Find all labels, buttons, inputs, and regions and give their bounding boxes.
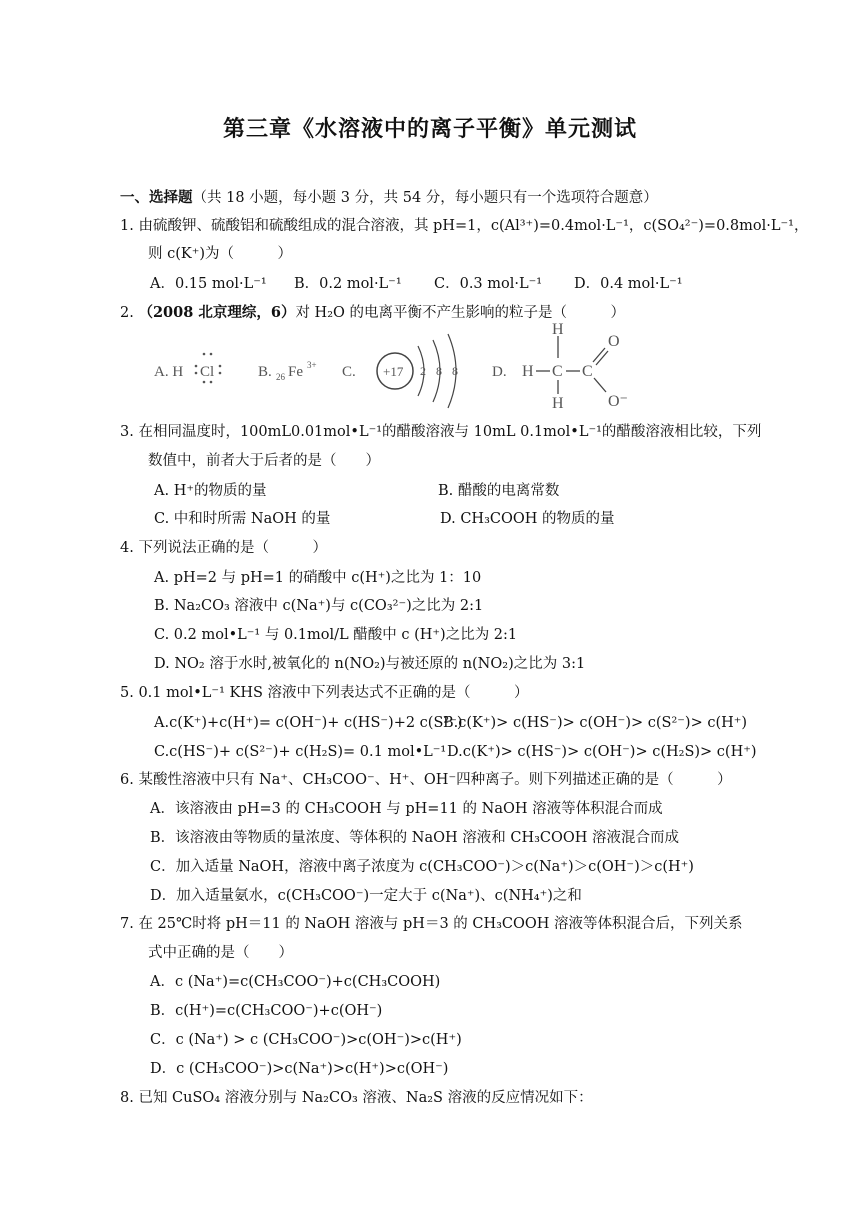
q6-option-b: B．该溶液由等物质的量浓度、等体积的 NaOH 溶液和 CH₃COOH 溶液混合而成: [150, 830, 680, 846]
q2-option-b-atomic-number: 26: [276, 372, 285, 382]
q7-option-b: B．c(H⁺)=c(CH₃COO⁻)+c(OH⁻): [150, 1003, 383, 1019]
q4-option-b: B. Na₂CO₃ 溶液中 c(Na⁺)与 c(CO₃²⁻)之比为 2:1: [154, 598, 484, 614]
q3-option-d: D. CH₃COOH 的物质的量: [440, 511, 615, 527]
q2-option-d-c-center: C: [552, 363, 563, 380]
q6-option-c: C．加入适量 NaOH，溶液中离子浓度为 c(CH₃COO⁻)＞c(Na⁺)＞c(OH⁻)＞c(H⁺): [150, 859, 694, 875]
q2-option-b-charge: 3+: [307, 360, 317, 370]
q1-option-b: B．0.2 mol·L⁻¹: [294, 276, 402, 292]
q2-bond-c-o-double-1: [593, 348, 605, 362]
q8-stem: 8. 已知 CuSO₄ 溶液分别与 Na₂CO₃ 溶液、Na₂S 溶液的反应情况如下：: [120, 1090, 593, 1106]
q2-source: （2008 北京理综，6）: [138, 304, 296, 321]
q2-option-b-fe: Fe: [288, 364, 303, 380]
section-note: （共 18 小题，每小题 3 分，共 54 分，每小题只有一个选项符合题意）: [192, 190, 658, 206]
q7-stem-line1: 7. 在 25℃时将 pH＝11 的 NaOH 溶液与 pH＝3 的 CH₃COOH 溶液等体积混合后，下列关系: [120, 916, 743, 932]
page-title: 第三章《水溶液中的离子平衡》单元测试: [222, 117, 637, 142]
q3-stem-line1: 3. 在相同温度时，100mL0.01mol•L⁻¹的醋酸溶液与 10mL 0.1mol•L⁻¹的醋酸溶液相比较，下列: [120, 424, 762, 440]
q2-option-a-cl: Cl: [200, 364, 215, 380]
q7-stem-line2: 式中正确的是（ ）: [148, 945, 293, 961]
q2-option-c-nucleus: +17: [383, 364, 404, 379]
q2-bond-c-o-double-2: [596, 351, 608, 365]
q2-structures-figure: [150, 318, 670, 410]
q2-stem-text: 对 H₂O 的电离平衡不产生影响的粒子是（ ）: [295, 305, 626, 321]
q5-option-b: B.c(K⁺)> c(HS⁻)> c(OH⁻)> c(S²⁻)> c(H⁺): [443, 715, 748, 731]
q3-option-c: C. 中和时所需 NaOH 的量: [154, 511, 331, 527]
q7-option-d: D．c (CH₃COO⁻)>c(Na⁺)>c(H⁺)>c(OH⁻): [150, 1061, 449, 1077]
q5-stem: 5. 0.1 mol•L⁻¹ KHS 溶液中下列表达式不正确的是（ ）: [120, 685, 529, 701]
q2-option-d-o-minus: O⁻: [608, 393, 628, 410]
q6-option-d: D．加入适量氨水，c(CH₃COO⁻)一定大于 c(Na⁺)、c(NH₄⁺)之和: [150, 888, 582, 904]
section-heading: [120, 188, 658, 208]
q3-option-a: A. H⁺的物质的量: [154, 483, 267, 499]
q5-option-c: C.c(HS⁻)+ c(S²⁻)+ c(H₂S)= 0.1 mol•L⁻¹: [154, 744, 447, 760]
q3-stem-line2: 数值中，前者大于后者的是（ ）: [148, 453, 380, 469]
q4-stem: 4. 下列说法正确的是（ ）: [120, 540, 327, 556]
q2-option-c-label: C.: [342, 364, 356, 380]
q2-option-b-label: B.: [258, 364, 272, 380]
q3-option-b: B. 醋酸的电离常数: [438, 483, 560, 499]
q2-bond-c-o-single: [594, 378, 606, 392]
q2-option-d-c-carboxyl: C: [582, 363, 593, 380]
q1-option-d: D．0.4 mol·L⁻¹: [574, 276, 683, 292]
q2-option-d-label: D.: [492, 364, 507, 380]
q2-option-d-h-left: H: [522, 363, 534, 380]
q6-option-a: A．该溶液由 pH=3 的 CH₃COOH 与 pH=11 的 NaOH 溶液等体积混合而成: [150, 801, 663, 817]
q2-option-d-h-bottom: H: [552, 395, 564, 410]
q1-stem-line2: 则 c(K⁺)为（ ）: [148, 246, 293, 262]
q4-option-c: C. 0.2 mol•L⁻¹ 与 0.1mol/L 醋酸中 c (H⁺)之比为 2:1: [154, 627, 518, 643]
q2-number: 2.: [120, 305, 139, 321]
q2-option-d-h-top: H: [552, 321, 564, 338]
q6-stem: 6. 某酸性溶液中只有 Na⁺、CH₃COO⁻、H⁺、OH⁻四种离子。则下列描述正确的是（ ）: [120, 772, 732, 788]
q2-option-a-label: A. H: [154, 364, 184, 380]
q1-option-c: C．0.3 mol·L⁻¹: [434, 276, 543, 292]
q1-option-a: A．0.15 mol·L⁻¹: [150, 276, 267, 292]
q2-shell-electrons-2: 8: [436, 364, 442, 378]
q5-option-d: D.c(K⁺)> c(HS⁻)> c(OH⁻)> c(H₂S)> c(H⁺): [447, 744, 757, 760]
q4-option-d: D. NO₂ 溶于水时,被氧化的 n(NO₂)与被还原的 n(NO₂)之比为 3:1: [154, 656, 586, 672]
q1-stem-line1: 1. 由硫酸钾、硫酸铝和硫酸组成的混合溶液，其 pH=1，c(Al³⁺)=0.4mol·L⁻¹，c(SO₄²⁻)=0.8mol·L⁻¹，: [120, 218, 809, 234]
q4-option-a: A. pH=2 与 pH=1 的硝酸中 c(H⁺)之比为 1：10: [154, 570, 482, 586]
q2-shell-electrons-1: 2: [420, 364, 426, 378]
q7-option-c: C．c (Na⁺) > c (CH₃COO⁻)>c(OH⁻)>c(H⁺): [150, 1032, 462, 1048]
q2-option-d-o: O: [608, 333, 620, 350]
q2-shell-electrons-3: 8: [452, 364, 458, 378]
section-label: 一、选择题: [120, 189, 193, 206]
q7-option-a: A．c (Na⁺)=c(CH₃COO⁻)+c(CH₃COOH): [150, 974, 441, 990]
q5-option-a: A.c(K⁺)+c(H⁺)= c(OH⁻)+ c(HS⁻)+2 c(S²⁻): [154, 715, 463, 731]
